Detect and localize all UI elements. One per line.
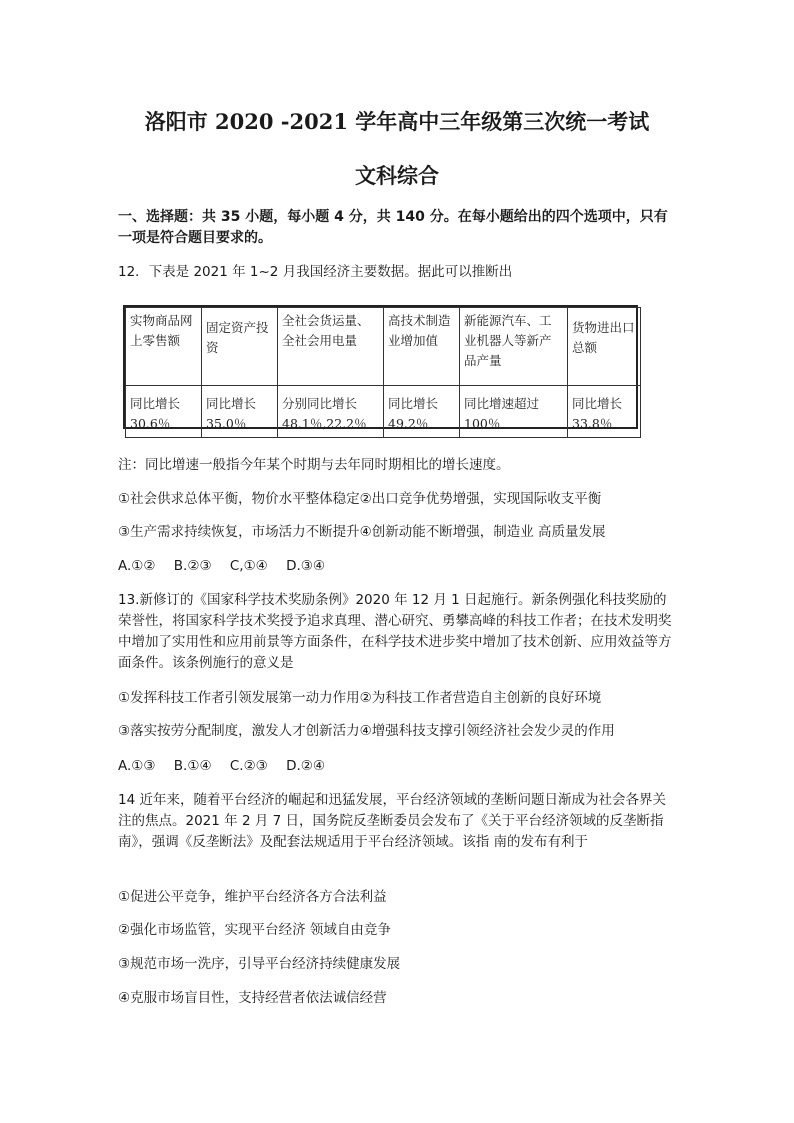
q14-stem: 14 近年来，随着平台经济的崛起和迅猛发展，平台经济领域的垄断问题日渐成为社会各界关注的焦点。2021 年 2 月 7 日，国务院反垄断委员会发布了《关于平台经济领域的反垄断指南》，强调《反垄断法》及配套法规适用于平台经济领域。该指 南的发布有利于 [118,792,666,850]
q13-item-line-1: ①发挥科技工作者引领发展第一动力作用②为科技工作者营造自主创新的良好环境 [118,690,602,706]
option-a: A.①③ [118,758,156,774]
exam-title: 洛阳市 2020 -2021 学年高中三年级第三次统一考试 [144,109,650,134]
table-header-cell: 全社会货运量、全社会用电量 [278,308,384,386]
q12-note: 注：同比增速一般指今年某个时期与去年同时期相比的增长速度。 [118,457,510,473]
table-header-row [126,308,641,386]
q12-item-line-1: ①社会供求总体平衡，物价水平整体稳定②出口竞争优势增强，实现国际收支平衡 [118,491,602,507]
table-header-cell: 高技术制造业增加值 [384,308,460,386]
q14-item-3: ③规范市场一洗序，引导平台经济持续健康发展 [118,956,401,972]
option-d: D.②④ [286,758,325,774]
table-cell: 分别同比增长48.1％,22.2％ [278,386,384,438]
table-cell: 同比增长49.2％ [384,386,460,438]
q12-options [118,556,678,577]
table-cell: 同比增长35.0％ [202,386,278,438]
option-c: C,①④ [229,558,268,574]
table-cell: 同比增速超过100％ [460,386,568,438]
section-instruction: 一、选择题：共 35 小题，每小题 4 分，共 140 分。在每小题给出的四个选项中，只有一项是符合题目要求的。 [118,209,668,246]
q14-item-1: ①促进公平竞争，维护平台经济各方合法利益 [118,889,387,905]
q12-data-table [123,305,638,429]
table-cell: 同比增长33.8％ [568,386,641,438]
q12-stem: 12．下表是 2021 年 1~2 月我国经济主要数据。据此可以推断出 [118,264,513,280]
q14-item-4: ④克服市场盲目性，支持经营者依法诚信经营 [118,990,387,1006]
table-header-cell: 新能源汽车、工业机器人等新产品产量 [460,308,568,386]
q12-item-line-2: ③生产需求持续恢复，市场活力不断提升④创新动能不断增强，制造业 高质量发展 [118,524,606,540]
q13-item-line-2: ③落实按劳分配制度，激发人才创新活力④增强科技支撑引领经济社会发少灵的作用 [118,723,615,739]
exam-subtitle: 文科综合 [355,163,439,188]
table-cell: 同比增长30.6％ [126,386,202,438]
option-a: A.①② [118,558,156,574]
option-d: D.③④ [286,558,325,574]
q13-stem: 13.新修订的《国家科学技术奖励条例》2020 年 12 月 1 日起施行。新条例强化科技奖励的荣誉性，将国家科学技术奖授予追求真理、潜心研究、勇攀高峰的科技工作者；在技术发明奖中增加了实用性和应用前景等方面条件，在科学技术进步奖中增加了技术创新、应用效益等方面条件。该条例施行的意义是 [118,592,672,671]
q13-options [118,756,678,777]
option-c: C.②③ [229,758,268,774]
table-header-cell: 固定资产投资 [202,308,278,386]
option-b: B.②③ [173,558,212,574]
option-b: B.①④ [173,758,212,774]
q14-item-2: ②强化市场监管，实现平台经济 领域自由竞争 [118,922,391,938]
table-row [126,386,641,438]
table-header-cell: 货物进出口总额 [568,308,641,386]
table-header-cell: 实物商品网上零售额 [126,308,202,386]
